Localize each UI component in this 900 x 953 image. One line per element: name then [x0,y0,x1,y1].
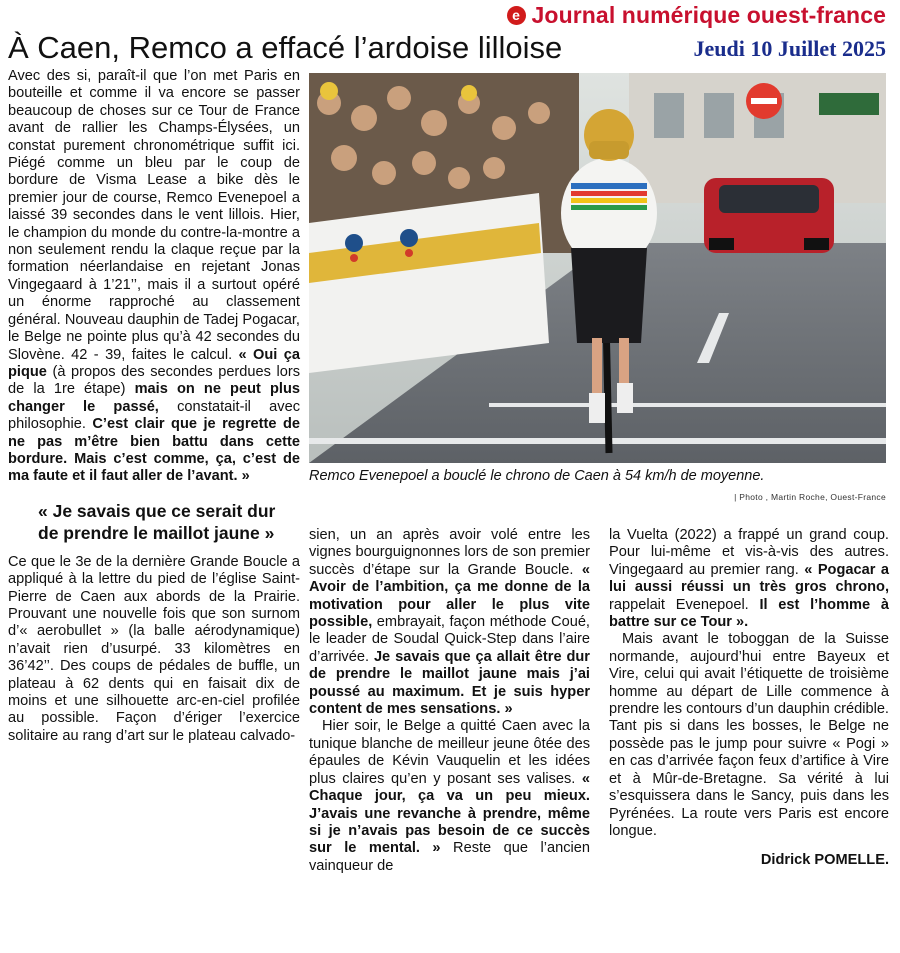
ouest-france-logo-icon: e [507,6,526,25]
quote-bold: « Oui ça pique [8,346,300,380]
article-photo [309,73,886,463]
paragraph-intro [8,68,300,486]
text-span: Reste que l’ancien vainqueur de [309,840,590,874]
cyclist-photo-illustration [309,73,886,463]
quote-bold: mais on ne peut plus changer le passé, [8,381,300,415]
quote-bold: C’est clair que je regrette de ne pas m’être bien battu dans cette bordure. Mais c’est comme, ça, c’est de ma faute et il faut aller de l’avant. » [8,416,300,485]
text-span: embrayait, façon méthode Coué, le leader de Soudal Quick-Step dans l’aire d’arrivée. [309,614,590,665]
text-span: Avec des si, paraît-il que l’on met Paris en bouteille et comme il va encore se passer beaucoup de choses sur ce Tour de France avant de rallier les Champs-Élysées, un constat purement chronométrique suffit ici. Piégé comme un bleu par le coup de bordure de Visma Lease a bike dès le premier jour de course, Remco Evenepoel a laissé 39 secondes dans le vent lillois. Hier, le champion du monde du contre-la-montre a non seulement rendu la claque reçue par la formation néerlandaise en rejetant Jonas Vingegaard à 1’21’’, mais il a surtout opéré un énorme rapproché au classement général. Nouveau dauphin de Tadej Pogacar, le Belge ne pointe plus qu’à 42 secondes du Slovène. 42 - 39, faites le calcul. [8,68,300,363]
article-column-1 [8,68,300,745]
photo-caption: Remco Evenepoel a bouclé le chrono de Caen à 54 km/h de moyenne. [309,468,765,484]
paragraph-body [609,527,889,631]
quote-bold: « Avoir de l’ambition, ça me donne de la motivation pour aller le plus vite possible, [309,561,590,631]
text-span: constatait-il avec philosophie. [8,398,300,433]
text-span: rappelait Evenepoel. [609,596,760,613]
masthead [507,2,886,28]
journal-title: Journal numérique ouest-france [531,1,886,28]
text-span: Hier soir, le Belge a quitté Caen avec la tunique blanche de meilleur jeune ôtée des épaules de Kévin Vauquelin et les idées plus claires qu’en y posant ses valises. [309,718,590,787]
quote-bold: « Pogacar a lui aussi réussi un très gros chrono, [609,561,889,596]
article-column-3 [609,527,889,870]
author-signature: Didrick POMELLE. [760,852,889,869]
text-span: la Vuelta (2022) a frappé un grand coup. Pour lui-même et vis-à-vis des autres. Vingegaard au premier rang. [609,527,889,578]
paragraph-body: Ce que le 3e de la dernière Grande Boucle a appliqué à la lettre du pied de l’église Saint-Pierre de Caen aux abords de la Prairie. Prouvant une nouvelle fois que son surnom d’« aerobullet » (la balle aérodynamique) n’avait rien d’usurpé. 33 kilomètres en 36’42’’. Des coups de pédales de buffle, un plateau à 62 dents qui en faisait dix de moins et une silhouette arc-en-ciel profilée au possible. Façon d’ériger l’exercice solitaire au rang d’art sur le plateau calvado- [8,553,300,744]
paragraph-body [309,527,590,718]
quote-bold: « Chaque jour, ça va un peu mieux. J’avais une revanche à prendre, même si je n’avais pas besoin de ce succès sur le mental. » [309,770,590,857]
article-column-2 [309,527,590,875]
paragraph-body: Mais avant le toboggan de la Suisse normande, aujourd’hui entre Bayeux et Vire, celui qui avait l’étiquette de troisième homme au départ de Lille commence à prendre les contours d’un dauphin crédible. Tant pis si dans les bosses, le Belge ne possède pas le jump pour suivre « Pogi » en cas d’arrivée façon feux d’artifice à Vire et à Mûr-de-Bretagne. Sa vérité à lui s’esquissera dans le Sancy, puis dans les Pyrénées. La route vers Paris est encore longue. [609,631,889,839]
text-span: sien, un an après avoir volé entre les vignes bourguignonnes lors de son premier succès d’étape sur la Grande Boucle. [309,527,590,578]
article-subhead: « Je savais que ce serait dur de prendre le maillot jaune » [38,500,276,543]
quote-bold: Je savais que ça allait être dur de prendre le maillot jaune mais j’ai poussé au maximum. Et je suis hyper content de mes sensations. » [309,648,590,718]
article-headline: À Caen, Remco a effacé l’ardoise lilloise [8,30,563,65]
quote-bold: Il est l’homme à battre sur ce Tour ». [609,596,889,631]
paragraph-body [309,718,590,875]
publication-date: Jeudi 10 Juillet 2025 [693,36,886,61]
photo-credit: | Photo , Martin Roche, Ouest-France [734,492,886,502]
text-span: (à propos des secondes perdues lors de la 1re étape) [8,363,300,398]
